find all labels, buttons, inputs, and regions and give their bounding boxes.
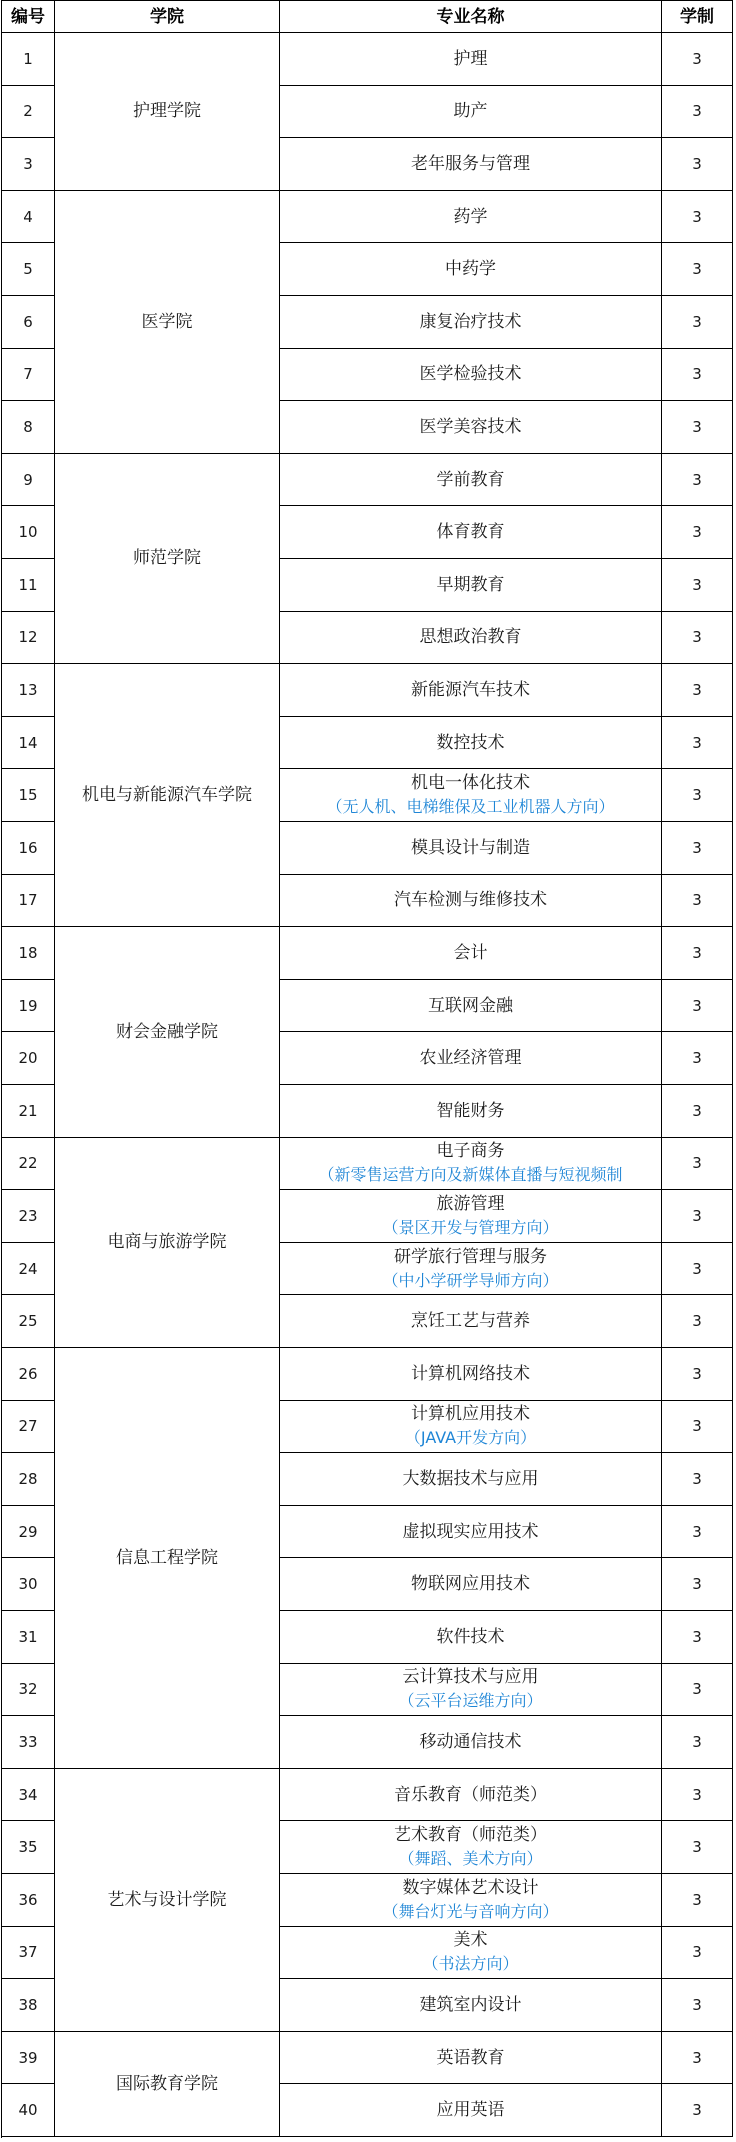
college-name: 信息工程学院 <box>116 1547 218 1568</box>
years-cell <box>662 1401 733 1454</box>
row-number: 12 <box>18 628 38 647</box>
major-cell <box>280 769 662 822</box>
header-label-major: 专业名称 <box>436 6 505 27</box>
major-cell <box>280 401 662 454</box>
major-direction: （新零售运营方向及新媒体直播与短视频制 <box>318 1165 623 1185</box>
study-years: 3 <box>692 1312 702 1331</box>
row-number-cell <box>2 1453 55 1506</box>
row-number-cell <box>2 1138 55 1191</box>
years-cell <box>662 296 733 349</box>
major-name: 思想政治教育 <box>419 627 522 648</box>
major-cell <box>280 1506 662 1559</box>
college-cell <box>55 664 280 927</box>
row-number: 29 <box>18 1522 38 1541</box>
major-name: 研学旅行管理与服务 <box>394 1246 547 1267</box>
years-cell <box>662 1138 733 1191</box>
major-name: 应用英语 <box>436 2100 505 2121</box>
college-cell <box>55 1769 280 2032</box>
major-name: 新能源汽车技术 <box>411 679 530 700</box>
major-name: 美术 <box>453 1930 488 1951</box>
study-years: 3 <box>692 1101 702 1120</box>
college-cell <box>55 454 280 664</box>
years-cell <box>662 454 733 507</box>
college-name: 护理学院 <box>133 101 201 122</box>
study-years: 3 <box>692 575 702 594</box>
row-number: 32 <box>18 1680 38 1699</box>
study-years: 3 <box>692 49 702 68</box>
row-number: 25 <box>18 1312 38 1331</box>
major-direction: （景区开发与管理方向） <box>382 1217 559 1237</box>
row-number: 19 <box>18 996 38 1015</box>
study-years: 3 <box>692 1943 702 1962</box>
years-cell <box>662 191 733 244</box>
row-number-cell <box>2 1769 55 1822</box>
study-years: 3 <box>692 154 702 173</box>
college-name: 艺术与设计学院 <box>107 1889 227 1910</box>
header-label-college: 学院 <box>150 6 184 27</box>
study-years: 3 <box>692 996 702 1015</box>
row-number: 13 <box>18 680 38 699</box>
row-number-cell <box>2 1611 55 1664</box>
years-cell <box>662 664 733 717</box>
major-name: 老年服务与管理 <box>411 153 530 174</box>
major-cell <box>280 875 662 928</box>
study-years: 3 <box>692 1259 702 1278</box>
major-cell <box>280 1979 662 2032</box>
major-cell <box>280 1295 662 1348</box>
major-name: 数控技术 <box>436 732 505 753</box>
years-cell <box>662 1032 733 1085</box>
row-number: 15 <box>18 786 38 805</box>
row-number-cell <box>2 1821 55 1874</box>
major-name: 早期教育 <box>436 574 505 595</box>
major-cell <box>280 1190 662 1243</box>
row-number: 30 <box>18 1575 38 1594</box>
study-years: 3 <box>692 943 702 962</box>
years-cell <box>662 769 733 822</box>
row-number-cell <box>2 401 55 454</box>
major-name: 中药学 <box>445 259 496 280</box>
major-cell <box>280 1927 662 1980</box>
major-name: 数字媒体艺术设计 <box>402 1877 539 1898</box>
major-direction: （云平台运维方向） <box>398 1691 543 1711</box>
row-number-cell <box>2 927 55 980</box>
row-number: 20 <box>18 1049 38 1068</box>
major-cell <box>280 927 662 980</box>
row-number-cell <box>2 1295 55 1348</box>
major-name: 智能财务 <box>436 1100 505 1121</box>
major-cell <box>280 1664 662 1717</box>
study-years: 3 <box>692 1890 702 1909</box>
years-cell <box>662 349 733 402</box>
row-number: 11 <box>18 575 38 594</box>
major-name: 机电一体化技术 <box>411 773 530 794</box>
row-number: 6 <box>23 312 33 331</box>
row-number: 10 <box>18 523 38 542</box>
study-years: 3 <box>692 470 702 489</box>
row-number-cell <box>2 506 55 559</box>
major-direction: （中小学研学导师方向） <box>382 1270 559 1290</box>
row-number-cell <box>2 559 55 612</box>
major-cell <box>280 86 662 139</box>
years-cell <box>662 1558 733 1611</box>
major-name: 汽车检测与维修技术 <box>394 890 547 911</box>
row-number-cell <box>2 1979 55 2032</box>
header-label-number: 编号 <box>11 6 45 27</box>
college-cell <box>55 1138 280 1348</box>
major-cell <box>280 138 662 191</box>
row-number-cell <box>2 2084 55 2137</box>
years-cell <box>662 1821 733 1874</box>
years-cell <box>662 1874 733 1927</box>
major-cell <box>280 559 662 612</box>
major-direction: （书法方向） <box>422 1954 519 1974</box>
row-number-cell <box>2 769 55 822</box>
years-cell <box>662 1611 733 1664</box>
study-years: 3 <box>692 1732 702 1751</box>
row-number: 36 <box>18 1890 38 1909</box>
major-name: 艺术教育（师范类） <box>394 1825 547 1846</box>
major-name: 英语教育 <box>436 2047 505 2068</box>
row-number-cell <box>2 191 55 244</box>
study-years: 3 <box>692 733 702 752</box>
majors-table <box>1 0 733 2138</box>
major-name: 大数据技术与应用 <box>402 1468 539 1489</box>
major-name: 建筑室内设计 <box>419 1994 522 2015</box>
years-cell <box>662 980 733 1033</box>
major-cell <box>280 664 662 717</box>
row-number-cell <box>2 86 55 139</box>
study-years: 3 <box>692 1627 702 1646</box>
row-number: 4 <box>23 207 33 226</box>
row-number-cell <box>2 454 55 507</box>
major-cell <box>280 1874 662 1927</box>
row-number: 14 <box>18 733 38 752</box>
years-cell <box>662 1927 733 1980</box>
major-cell <box>280 1348 662 1401</box>
row-number-cell <box>2 1506 55 1559</box>
row-number: 23 <box>18 1206 38 1225</box>
study-years: 3 <box>692 838 702 857</box>
years-cell <box>662 927 733 980</box>
row-number: 38 <box>18 1995 38 2014</box>
study-years: 3 <box>692 312 702 331</box>
college-cell <box>55 927 280 1137</box>
row-number-cell <box>2 1190 55 1243</box>
row-number: 17 <box>18 891 38 910</box>
row-number-cell <box>2 2032 55 2085</box>
row-number: 21 <box>18 1101 38 1120</box>
row-number-cell <box>2 1558 55 1611</box>
row-number-cell <box>2 1085 55 1138</box>
major-cell <box>280 1138 662 1191</box>
college-name: 国际教育学院 <box>116 2073 218 2094</box>
major-cell <box>280 1821 662 1874</box>
study-years: 3 <box>692 786 702 805</box>
row-number: 3 <box>23 154 33 173</box>
years-cell <box>662 33 733 86</box>
major-cell <box>280 1401 662 1454</box>
college-cell <box>55 1348 280 1769</box>
header-cell-college <box>55 1 280 33</box>
study-years: 3 <box>692 1785 702 1804</box>
years-cell <box>662 401 733 454</box>
study-years: 3 <box>692 102 702 121</box>
row-number-cell <box>2 822 55 875</box>
years-cell <box>662 1085 733 1138</box>
row-number: 16 <box>18 838 38 857</box>
major-name: 软件技术 <box>436 1626 505 1647</box>
study-years: 3 <box>692 365 702 384</box>
row-number-cell <box>2 1874 55 1927</box>
study-years: 3 <box>692 1838 702 1857</box>
study-years: 3 <box>692 207 702 226</box>
row-number: 8 <box>23 417 33 436</box>
major-cell <box>280 506 662 559</box>
row-number: 1 <box>23 49 33 68</box>
years-cell <box>662 822 733 875</box>
college-cell <box>55 191 280 454</box>
major-name: 云计算技术与应用 <box>402 1667 539 1688</box>
years-cell <box>662 1348 733 1401</box>
row-number-cell <box>2 243 55 296</box>
row-number: 2 <box>23 102 33 121</box>
row-number: 22 <box>18 1154 38 1173</box>
major-name: 学前教育 <box>436 469 505 490</box>
row-number: 28 <box>18 1469 38 1488</box>
years-cell <box>662 2032 733 2085</box>
row-number-cell <box>2 664 55 717</box>
study-years: 3 <box>692 1680 702 1699</box>
college-name: 师范学院 <box>133 548 201 569</box>
study-years: 3 <box>692 1417 702 1436</box>
major-name: 电子商务 <box>436 1141 505 1162</box>
years-cell <box>662 138 733 191</box>
row-number: 24 <box>18 1259 38 1278</box>
college-name: 财会金融学院 <box>116 1021 218 1042</box>
row-number: 31 <box>18 1627 38 1646</box>
major-cell <box>280 717 662 770</box>
years-cell <box>662 1716 733 1769</box>
years-cell <box>662 1769 733 1822</box>
study-years: 3 <box>692 628 702 647</box>
major-cell <box>280 1243 662 1296</box>
major-name: 体育教育 <box>436 522 505 543</box>
study-years: 3 <box>692 891 702 910</box>
major-cell <box>280 191 662 244</box>
major-name: 医学检验技术 <box>419 364 522 385</box>
study-years: 3 <box>692 260 702 279</box>
row-number-cell <box>2 612 55 665</box>
major-cell <box>280 349 662 402</box>
row-number-cell <box>2 875 55 928</box>
years-cell <box>662 1453 733 1506</box>
major-cell <box>280 1769 662 1822</box>
row-number: 37 <box>18 1943 38 1962</box>
row-number-cell <box>2 1348 55 1401</box>
row-number: 27 <box>18 1417 38 1436</box>
row-number-cell <box>2 349 55 402</box>
years-cell <box>662 1506 733 1559</box>
study-years: 3 <box>692 1522 702 1541</box>
row-number: 5 <box>23 260 33 279</box>
major-cell <box>280 980 662 1033</box>
major-cell <box>280 2084 662 2137</box>
major-name: 计算机应用技术 <box>411 1404 530 1425</box>
row-number-cell <box>2 1664 55 1717</box>
major-name: 药学 <box>453 206 488 227</box>
header-label-years: 学制 <box>680 6 714 27</box>
major-cell <box>280 1611 662 1664</box>
major-name: 移动通信技术 <box>419 1731 522 1752</box>
row-number-cell <box>2 1243 55 1296</box>
years-cell <box>662 1295 733 1348</box>
row-number-cell <box>2 1401 55 1454</box>
major-name: 康复治疗技术 <box>419 311 522 332</box>
college-cell <box>55 33 280 191</box>
college-cell <box>55 2032 280 2137</box>
major-cell <box>280 822 662 875</box>
study-years: 3 <box>692 523 702 542</box>
row-number-cell <box>2 1716 55 1769</box>
college-name: 电商与旅游学院 <box>107 1232 227 1253</box>
college-name: 医学院 <box>141 311 193 332</box>
major-name: 模具设计与制造 <box>411 837 530 858</box>
row-number: 40 <box>18 2101 38 2120</box>
major-cell <box>280 1085 662 1138</box>
major-direction: （JAVA开发方向） <box>404 1428 537 1448</box>
study-years: 3 <box>692 1154 702 1173</box>
major-cell <box>280 2032 662 2085</box>
years-cell <box>662 1243 733 1296</box>
college-name: 机电与新能源汽车学院 <box>82 785 252 806</box>
major-name: 物联网应用技术 <box>411 1574 530 1595</box>
years-cell <box>662 559 733 612</box>
study-years: 3 <box>692 1206 702 1225</box>
row-number-cell <box>2 717 55 770</box>
major-cell <box>280 1716 662 1769</box>
row-number-cell <box>2 138 55 191</box>
header-cell-years <box>662 1 733 33</box>
years-cell <box>662 2084 733 2137</box>
major-name: 虚拟现实应用技术 <box>402 1521 539 1542</box>
major-cell <box>280 1453 662 1506</box>
years-cell <box>662 875 733 928</box>
major-cell <box>280 296 662 349</box>
row-number: 35 <box>18 1838 38 1857</box>
major-name: 烹饪工艺与营养 <box>411 1311 530 1332</box>
years-cell <box>662 506 733 559</box>
major-cell <box>280 1558 662 1611</box>
major-name: 互联网金融 <box>428 995 513 1016</box>
years-cell <box>662 1979 733 2032</box>
study-years: 3 <box>692 1575 702 1594</box>
major-name: 会计 <box>453 942 488 963</box>
study-years: 3 <box>692 1469 702 1488</box>
years-cell <box>662 717 733 770</box>
header-cell-number <box>2 1 55 33</box>
row-number-cell <box>2 33 55 86</box>
major-cell <box>280 33 662 86</box>
study-years: 3 <box>692 1049 702 1068</box>
row-number-cell <box>2 1032 55 1085</box>
row-number: 26 <box>18 1364 38 1383</box>
major-direction: （无人机、电梯维保及工业机器人方向） <box>326 797 615 817</box>
major-direction: （舞蹈、美术方向） <box>398 1849 543 1869</box>
row-number-cell <box>2 296 55 349</box>
major-direction: （舞台灯光与音响方向） <box>382 1901 559 1921</box>
study-years: 3 <box>692 1995 702 2014</box>
major-name: 旅游管理 <box>436 1193 505 1214</box>
major-name: 护理 <box>453 48 488 69</box>
major-name: 农业经济管理 <box>419 1048 522 1069</box>
row-number: 34 <box>18 1785 38 1804</box>
study-years: 3 <box>692 2101 702 2120</box>
major-name: 医学美容技术 <box>419 416 522 437</box>
study-years: 3 <box>692 1364 702 1383</box>
major-name: 音乐教育（师范类） <box>394 1784 547 1805</box>
header-cell-major <box>280 1 662 33</box>
row-number: 18 <box>18 943 38 962</box>
row-number: 39 <box>18 2048 38 2067</box>
row-number: 9 <box>23 470 33 489</box>
years-cell <box>662 1190 733 1243</box>
major-cell <box>280 454 662 507</box>
major-name: 助产 <box>453 101 488 122</box>
study-years: 3 <box>692 680 702 699</box>
major-cell <box>280 243 662 296</box>
years-cell <box>662 86 733 139</box>
study-years: 3 <box>692 417 702 436</box>
major-cell <box>280 1032 662 1085</box>
major-cell <box>280 612 662 665</box>
row-number-cell <box>2 980 55 1033</box>
row-number: 7 <box>23 365 33 384</box>
study-years: 3 <box>692 2048 702 2067</box>
years-cell <box>662 1664 733 1717</box>
years-cell <box>662 612 733 665</box>
major-name: 计算机网络技术 <box>411 1363 530 1384</box>
years-cell <box>662 243 733 296</box>
row-number-cell <box>2 1927 55 1980</box>
row-number: 33 <box>18 1732 38 1751</box>
